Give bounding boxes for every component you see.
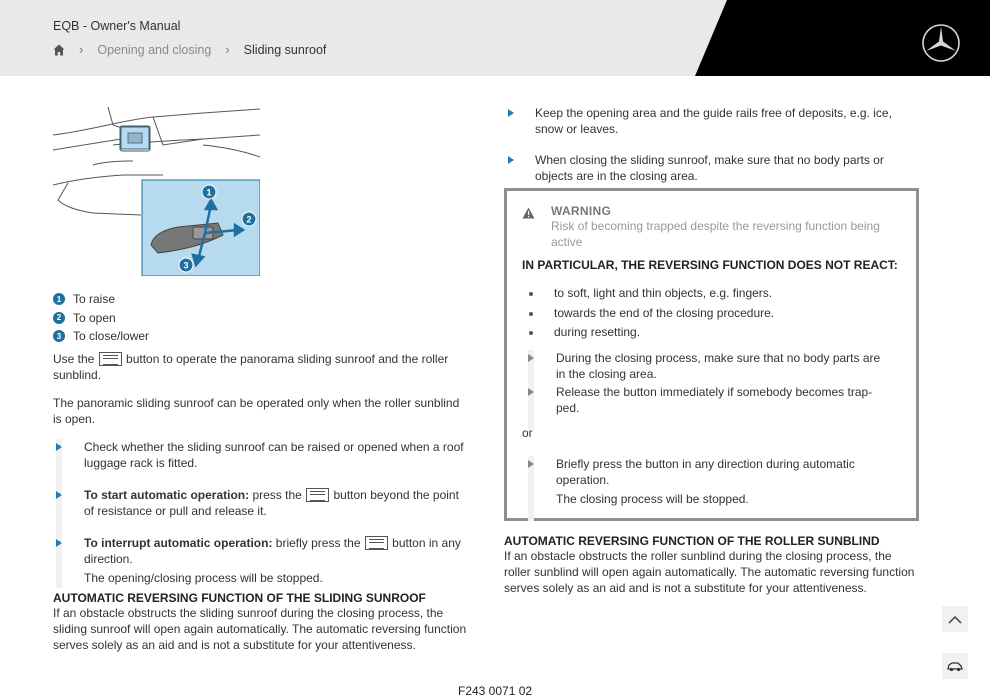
text: button beyond the point of resistance or pull and release it. [84,487,459,518]
sunroof-switch-illustration [53,105,260,276]
step-bold-label: To interrupt automatic operation: [84,535,273,550]
warning-step [525,456,885,521]
warning-triangle-icon [522,207,535,219]
home-icon[interactable] [53,44,65,56]
svg-text:1: 1 [206,187,212,198]
warning-bullet-list [527,284,774,343]
chevron-up-icon [948,615,962,624]
step-result: The closing process will be stopped. [556,492,749,506]
figure-code: F243 0071 02 [458,684,533,698]
text: button to operate the panorama sliding sunroof and the roller sunblind. [53,351,449,382]
sunroof-button-icon [306,488,329,502]
left-column [53,105,468,653]
step-interrupt-automatic [53,531,468,588]
callout-3 [179,258,193,272]
warning-text-block [551,204,891,250]
callout-number: 3 [53,330,65,342]
callout-1 [202,185,216,199]
chevron-right-icon: › [79,42,84,57]
callout-number: 1 [53,293,65,305]
legend-label: To raise [73,292,116,307]
vehicle-model-button[interactable] [942,653,968,679]
callout-number: 2 [53,312,65,324]
text: briefly press the [272,535,364,550]
sunroof-button-icon [99,352,122,366]
step-closing-check [504,149,919,184]
breadcrumb-current: Sliding sunroof [243,42,327,57]
arf-roller-sunblind-text: If an obstacle obstructs the roller sunblind during the closing process, the roller sunblind will open again automatically. The automatic reversing function serves solely as an aid and is not a substitute for your attentiveness. [504,549,915,595]
panoramic-paragraph: The panoramic sliding sunroof can be operated only when the roller sunblind is open. [53,395,460,426]
step-text [84,487,468,519]
warning-header [522,204,891,250]
doc-title: EQB - Owner's Manual [53,19,181,33]
right-column [504,105,919,184]
step-text: Check whether the sliding sunroof can be raised or opened when a roof luggage rack is fitted. [84,439,464,470]
scroll-to-top-button[interactable] [942,606,968,632]
car-icon [947,660,963,672]
legend-label: To close/lower [73,329,150,344]
step-text: When closing the sliding sunroof, make sure that no body parts or objects are in the closing area. [535,153,884,183]
breadcrumb [53,42,326,57]
breadcrumb-link-opening-closing[interactable]: Opening and closing [97,42,212,57]
warning-step [525,350,885,384]
warning-steps [525,350,885,430]
legend-label: To open [73,310,116,325]
step-start-automatic [53,483,468,531]
step-check-roof-rack [53,439,468,483]
step-text: Keep the opening area and the guide rails free of deposits, e.g. ice, snow or leaves. [535,106,892,136]
arf-sliding-sunroof-text: If an obstacle obstructs the sliding sunroof during the closing process, the sliding sunroof will open again automatically. The automatic reversing function serves solely as an aid and is not a substitute for your attentiveness. [53,605,467,652]
list-item: to soft, light and thin objects, e.g. fingers. [527,284,774,304]
warning-subtitle: Risk of becoming trapped despite the reversing function being active [551,219,880,249]
warning-steps [525,456,885,521]
text: Use the [53,351,98,366]
step-arrow-icon [56,443,62,451]
chevron-right-icon: › [225,42,230,57]
list-item: towards the end of the closing procedure. [527,304,774,324]
step-text: Briefly press the button in any direction during automatic operation. [556,457,855,487]
mercedes-star-logo[interactable] [921,23,961,63]
warning-box [504,188,919,521]
step-text [84,535,468,567]
step-arrow-icon [56,491,62,499]
text: button in any direction. [84,535,461,566]
svg-text:2: 2 [246,214,252,225]
legend-item [53,290,468,309]
use-button-paragraph [53,351,468,383]
svg-text:3: 3 [183,260,189,271]
step-arrow-icon [528,354,534,362]
section-heading-sliding-sunroof: AUTOMATIC REVERSING FUNCTION OF THE SLIDING SUNROOF [53,590,426,605]
step-result: The opening/closing process will be stopped. [84,570,323,585]
warning-title: WARNING [551,204,612,218]
step-keep-free [504,105,919,149]
step-arrow-icon [528,460,534,468]
step-arrow-icon [56,539,62,547]
callout-2 [242,212,256,226]
step-bold-label: To start automatic operation: [84,487,250,502]
step-text: During the closing process, make sure that no body parts are in the closing area. [556,351,881,381]
legend-item [53,327,468,346]
text: press the [249,487,306,502]
page-header [0,0,990,76]
warning-step [525,384,885,430]
legend-item [53,309,468,328]
warning-caps-heading: IN PARTICULAR, THE REVERSING FUNCTION DOES NOT REACT: [522,258,898,272]
step-text: Release the button immediately if somebody becomes trap-ped. [556,385,873,415]
sunroof-button-icon [365,536,388,550]
step-arrow-icon [508,156,514,164]
legend [53,290,468,346]
section-heading-roller-sunblind: AUTOMATIC REVERSING FUNCTION OF THE ROLLER SUNBLIND [504,534,880,548]
step-arrow-icon [508,109,514,117]
list-item: during resetting. [527,323,774,343]
or-separator: or [522,426,533,440]
roller-sunblind-section [504,534,919,596]
step-arrow-icon [528,388,534,396]
